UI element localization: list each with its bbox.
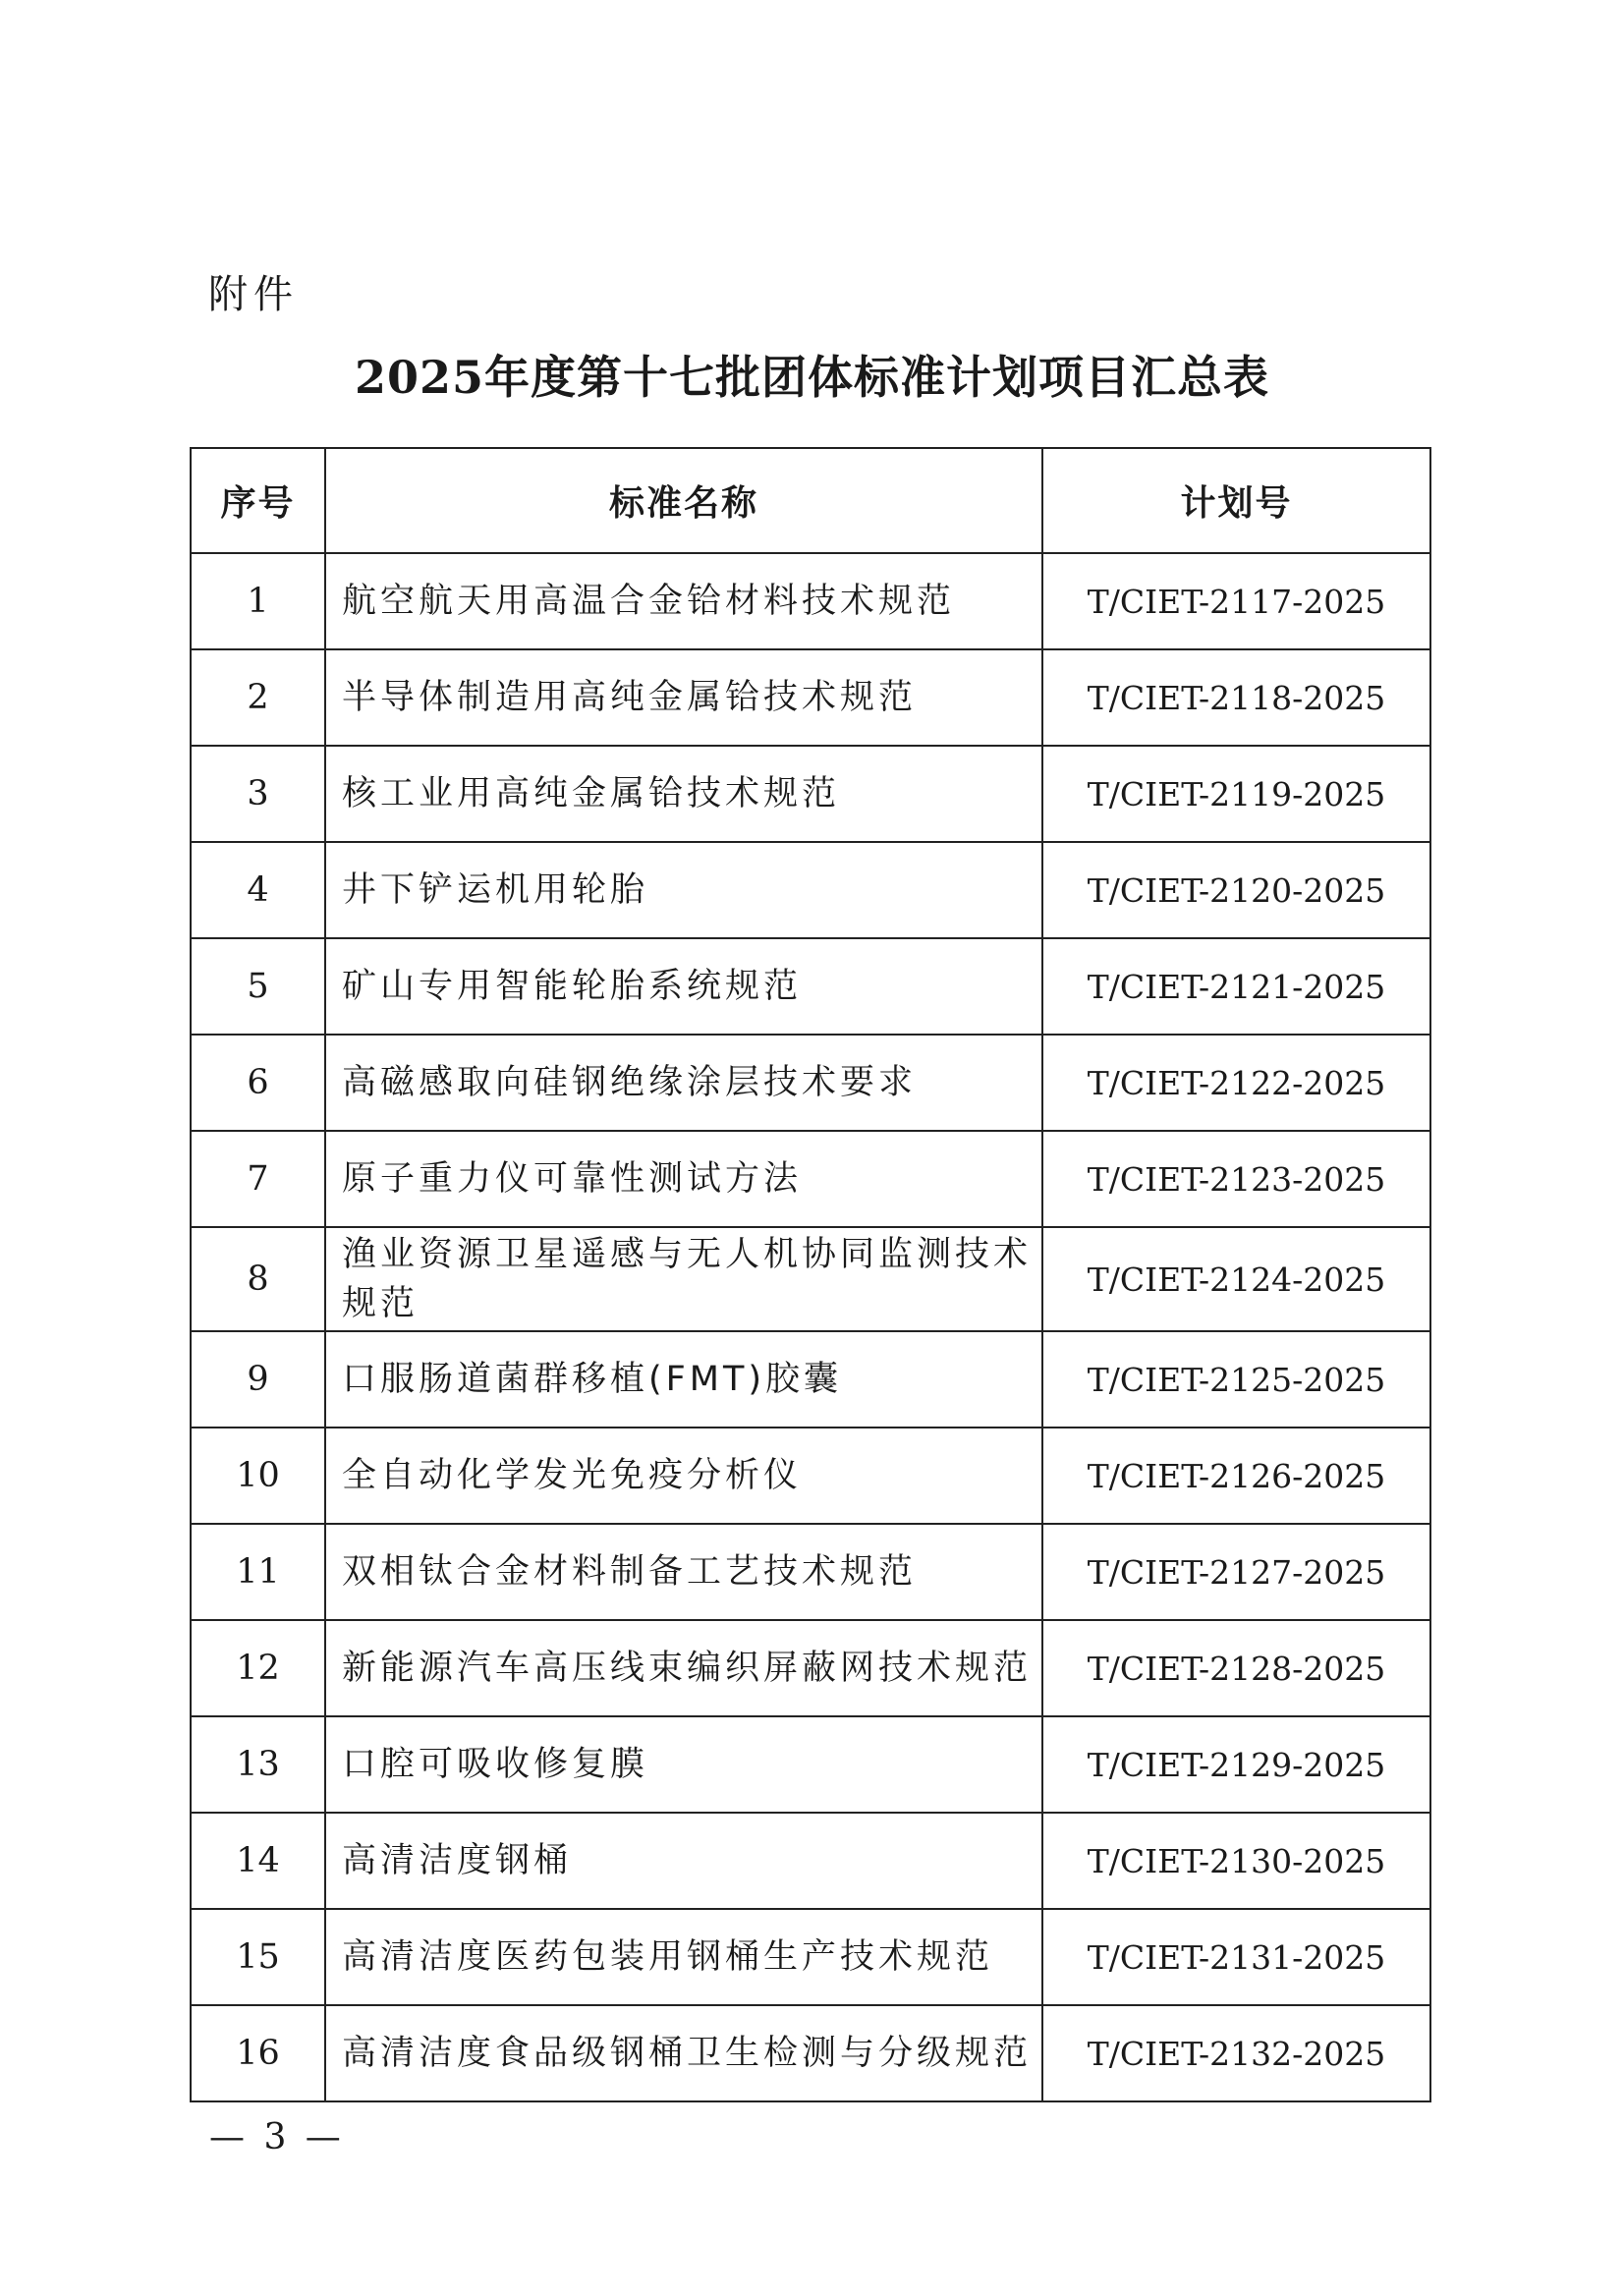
row-plan: T/CIET-2132-2025 [1042,2005,1430,2101]
row-seq: 1 [191,553,325,649]
table-row [191,2005,1430,2101]
row-plan: T/CIET-2118-2025 [1042,649,1430,746]
row-name: 核工业用高纯金属铪技术规范 [325,746,1042,842]
row-seq: 4 [191,842,325,938]
plan-summary-table [190,447,1431,2102]
row-name: 渔业资源卫星遥感与无人机协同监测技术规范 [325,1227,1042,1331]
table-row [191,1813,1430,1909]
table-row [191,1524,1430,1620]
row-seq: 9 [191,1331,325,1428]
row-name: 双相钛合金材料制备工艺技术规范 [325,1524,1042,1620]
table-row [191,649,1430,746]
row-seq: 10 [191,1428,325,1524]
row-plan: T/CIET-2120-2025 [1042,842,1430,938]
row-seq: 13 [191,1716,325,1813]
row-plan: T/CIET-2129-2025 [1042,1716,1430,1813]
header-name: 标准名称 [325,448,1042,553]
row-seq: 15 [191,1909,325,2005]
row-name: 高磁感取向硅钢绝缘涂层技术要求 [325,1035,1042,1131]
row-seq: 14 [191,1813,325,1909]
row-name: 原子重力仪可靠性测试方法 [325,1131,1042,1227]
row-plan: T/CIET-2119-2025 [1042,746,1430,842]
table-row [191,842,1430,938]
row-seq: 11 [191,1524,325,1620]
table-row [191,1716,1430,1813]
row-plan: T/CIET-2121-2025 [1042,938,1430,1035]
document-title: 2025年度第十七批团体标准计划项目汇总表 [354,351,1270,404]
row-seq: 2 [191,649,325,746]
row-seq: 3 [191,746,325,842]
table-header-row [191,448,1430,553]
row-plan: T/CIET-2127-2025 [1042,1524,1430,1620]
row-seq: 5 [191,938,325,1035]
row-plan: T/CIET-2130-2025 [1042,1813,1430,1909]
row-plan: T/CIET-2124-2025 [1042,1227,1430,1331]
header-seq: 序号 [191,448,325,553]
row-name: 全自动化学发光免疫分析仪 [325,1428,1042,1524]
row-seq: 6 [191,1035,325,1131]
table-row [191,746,1430,842]
row-name: 口服肠道菌群移植(FMT)胶囊 [325,1331,1042,1428]
table-row [191,1131,1430,1227]
row-plan: T/CIET-2125-2025 [1042,1331,1430,1428]
row-name: 航空航天用高温合金铪材料技术规范 [325,553,1042,649]
row-plan: T/CIET-2126-2025 [1042,1428,1430,1524]
row-name: 高清洁度医药包装用钢桶生产技术规范 [325,1909,1042,2005]
table-row [191,1331,1430,1428]
row-name: 高清洁度钢桶 [325,1813,1042,1909]
row-name: 矿山专用智能轮胎系统规范 [325,938,1042,1035]
table-row [191,1428,1430,1524]
row-seq: 7 [191,1131,325,1227]
row-name: 口腔可吸收修复膜 [325,1716,1042,1813]
row-name: 井下铲运机用轮胎 [325,842,1042,938]
table-row [191,1227,1430,1331]
page-number: — 3 — [209,2117,345,2157]
row-seq: 12 [191,1620,325,1716]
row-plan: T/CIET-2131-2025 [1042,1909,1430,2005]
table-row [191,938,1430,1035]
row-name: 半导体制造用高纯金属铪技术规范 [325,649,1042,746]
row-seq: 16 [191,2005,325,2101]
row-plan: T/CIET-2122-2025 [1042,1035,1430,1131]
row-plan: T/CIET-2117-2025 [1042,553,1430,649]
row-seq: 8 [191,1227,325,1331]
header-plan: 计划号 [1042,448,1430,553]
table-row [191,1909,1430,2005]
row-plan: T/CIET-2128-2025 [1042,1620,1430,1716]
row-plan: T/CIET-2123-2025 [1042,1131,1430,1227]
table-row [191,553,1430,649]
table-row [191,1035,1430,1131]
attachment-label: 附件 [208,272,299,317]
row-name: 新能源汽车高压线束编织屏蔽网技术规范 [325,1620,1042,1716]
table-row [191,1620,1430,1716]
row-name: 高清洁度食品级钢桶卫生检测与分级规范 [325,2005,1042,2101]
